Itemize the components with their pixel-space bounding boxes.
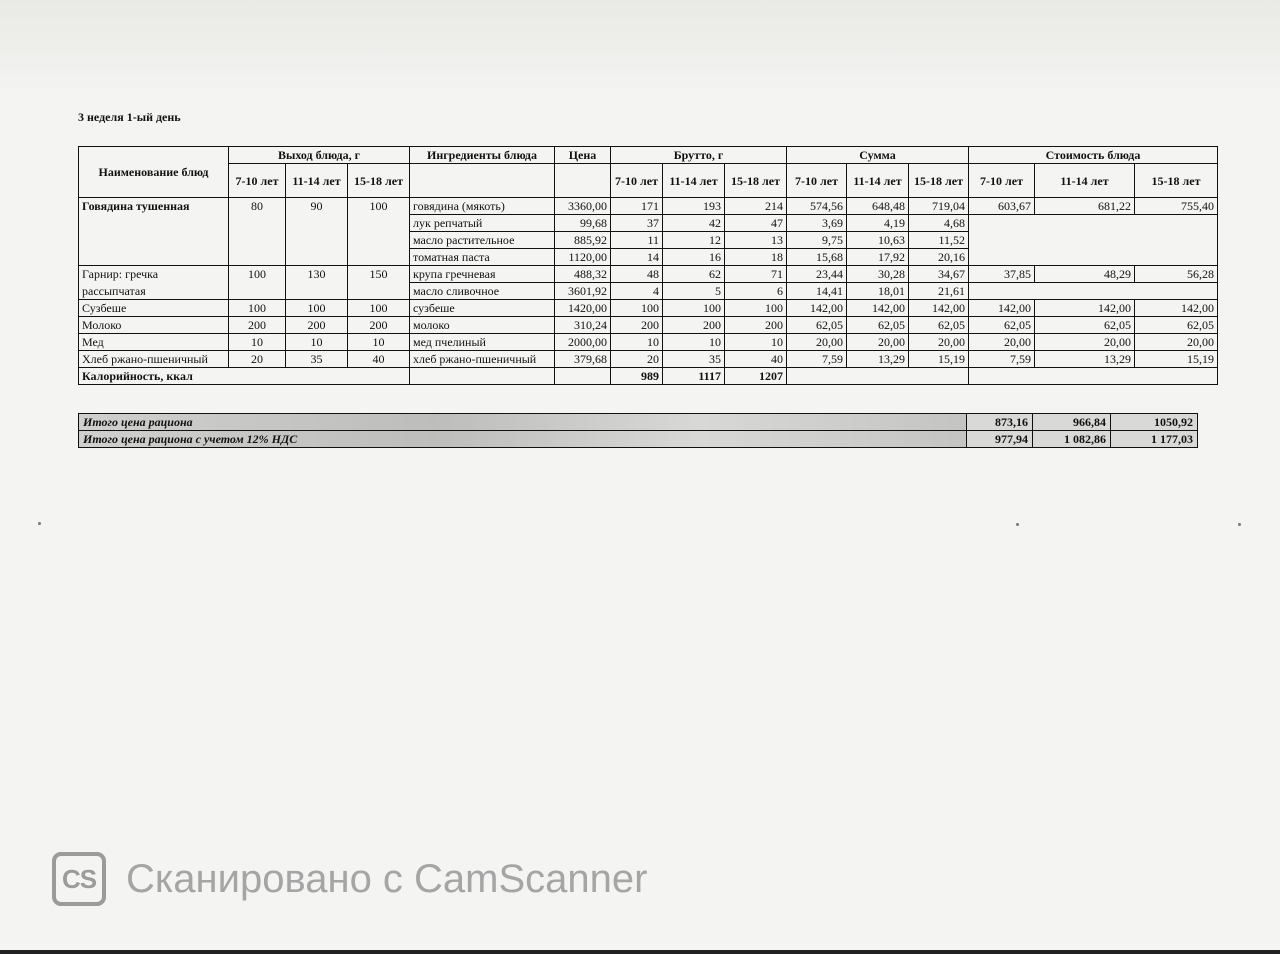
total-value: 1050,92 [1111,414,1198,431]
sum-cell: 719,04 [909,198,969,215]
brutto-cell: 42 [663,215,725,232]
age-header: 15-18 лет [348,164,410,198]
output-cell: 20 [229,351,286,368]
brutto-cell: 35 [663,351,725,368]
price-cell: 310,24 [555,317,611,334]
cost-cell: 755,40 [1135,198,1218,215]
brutto-cell: 4 [611,283,663,300]
output-cell: 100 [286,300,348,317]
sum-cell: 142,00 [909,300,969,317]
cost-cell: 142,00 [1035,300,1135,317]
cost-cell: 603,67 [969,198,1035,215]
price-cell: 488,32 [555,266,611,283]
cost-blank [969,283,1218,300]
price-cell: 885,92 [555,232,611,249]
table-row [79,198,1218,215]
price-cell: 3360,00 [555,198,611,215]
cost-cell: 20,00 [969,334,1035,351]
sum-cell: 7,59 [787,351,847,368]
sum-cell: 3,69 [787,215,847,232]
brutto-cell: 100 [725,300,787,317]
output-cell: 200 [229,317,286,334]
output-cell: 40 [348,351,410,368]
table-row [79,300,1218,317]
header-sum: Сумма [787,147,969,164]
sum-cell: 648,48 [847,198,909,215]
calories-blank [410,368,555,385]
brutto-cell: 71 [725,266,787,283]
brutto-cell: 16 [663,249,725,266]
header-blank [410,164,555,198]
cost-cell: 37,85 [969,266,1035,283]
camscanner-logo-icon: CS [52,852,106,906]
header-blank [555,164,611,198]
total-label: Итого цена рациона [79,414,967,431]
dish-name: Хлеб ржано-пшеничный [79,351,229,368]
total-label: Итого цена рациона с учетом 12% НДС [79,431,967,448]
ingredient-name: томатная паста [410,249,555,266]
dish-name: Молоко [79,317,229,334]
calories-blank [787,368,969,385]
age-header: 15-18 лет [909,164,969,198]
brutto-cell: 14 [611,249,663,266]
brutto-cell: 18 [725,249,787,266]
ingredient-name: мед пчелиный [410,334,555,351]
ingredient-name: масло сливочное [410,283,555,300]
brutto-cell: 13 [725,232,787,249]
brutto-cell: 100 [663,300,725,317]
age-header: 11-14 лет [286,164,348,198]
sum-cell: 20,00 [847,334,909,351]
output-cell: 130 [286,266,348,300]
price-cell: 99,68 [555,215,611,232]
cost-cell: 142,00 [1135,300,1218,317]
sum-cell: 20,00 [787,334,847,351]
output-cell: 100 [348,300,410,317]
output-cell: 150 [348,266,410,300]
header-brutto: Брутто, г [611,147,787,164]
price-cell: 1120,00 [555,249,611,266]
brutto-cell: 11 [611,232,663,249]
brutto-cell: 10 [611,334,663,351]
age-header: 15-18 лет [725,164,787,198]
age-header: 11-14 лет [1035,164,1135,198]
camscanner-watermark [52,852,647,906]
brutto-cell: 62 [663,266,725,283]
cost-cell: 142,00 [969,300,1035,317]
calories-value: 989 [611,368,663,385]
ingredient-name: говядина (мякоть) [410,198,555,215]
table-row [79,266,1218,283]
calories-blank [555,368,611,385]
output-cell: 35 [286,351,348,368]
brutto-cell: 20 [611,351,663,368]
brutto-cell: 10 [725,334,787,351]
price-cell: 2000,00 [555,334,611,351]
calories-blank [969,368,1218,385]
dish-name-cont: рассыпчатая [79,283,229,300]
calories-row [79,368,1218,385]
output-cell: 80 [229,198,286,266]
brutto-cell: 10 [663,334,725,351]
total-value: 1 082,86 [1033,431,1111,448]
age-header: 7-10 лет [969,164,1035,198]
brutto-cell: 200 [611,317,663,334]
price-cell: 379,68 [555,351,611,368]
header-row-1 [79,147,1218,164]
total-row [79,431,1198,448]
sum-cell: 15,19 [909,351,969,368]
price-cell: 1420,00 [555,300,611,317]
ingredient-name: масло растительное [410,232,555,249]
sum-cell: 11,52 [909,232,969,249]
sum-cell: 62,05 [909,317,969,334]
age-header: 11-14 лет [847,164,909,198]
sum-cell: 15,68 [787,249,847,266]
cost-cell: 15,19 [1135,351,1218,368]
output-cell: 100 [348,198,410,266]
scan-speck [1238,523,1241,526]
brutto-cell: 214 [725,198,787,215]
price-cell: 3601,92 [555,283,611,300]
sum-cell: 13,29 [847,351,909,368]
dish-name: Говядина тушенная [79,198,229,266]
cost-cell: 62,05 [969,317,1035,334]
sum-cell: 9,75 [787,232,847,249]
brutto-cell: 48 [611,266,663,283]
total-value: 1 177,03 [1111,431,1198,448]
header-output: Выход блюда, г [229,147,410,164]
cost-cell: 13,29 [1035,351,1135,368]
cost-cell: 62,05 [1135,317,1218,334]
sum-cell: 142,00 [847,300,909,317]
totals-table [78,413,1198,448]
calories-value: 1207 [725,368,787,385]
sum-cell: 20,16 [909,249,969,266]
sum-cell: 20,00 [909,334,969,351]
age-header: 15-18 лет [1135,164,1218,198]
cost-cell: 56,28 [1135,266,1218,283]
header-cost: Стоимость блюда [969,147,1218,164]
scan-speck [38,522,41,525]
dish-name: Мед [79,334,229,351]
dish-name: Сузбеше [79,300,229,317]
ingredient-name: хлеб ржано-пшеничный [410,351,555,368]
cost-cell: 7,59 [969,351,1035,368]
cost-cell: 62,05 [1035,317,1135,334]
scan-shadow [0,0,1280,100]
page-title: 3 неделя 1-ый день [78,110,181,124]
sum-cell: 62,05 [847,317,909,334]
age-header: 7-10 лет [611,164,663,198]
watermark-text: Сканировано с CamScanner [126,856,648,901]
sum-cell: 14,41 [787,283,847,300]
sum-cell: 30,28 [847,266,909,283]
brutto-cell: 37 [611,215,663,232]
sum-cell: 17,92 [847,249,909,266]
sum-cell: 23,44 [787,266,847,283]
brutto-cell: 193 [663,198,725,215]
output-cell: 10 [286,334,348,351]
brutto-cell: 40 [725,351,787,368]
brutto-cell: 6 [725,283,787,300]
header-dish-name: Наименование блюд [79,147,229,198]
menu-table [78,146,1218,385]
ingredient-name: лук репчатый [410,215,555,232]
ingredient-name: молоко [410,317,555,334]
brutto-cell: 200 [725,317,787,334]
brutto-cell: 5 [663,283,725,300]
header-row-2 [79,164,1218,198]
sum-cell: 18,01 [847,283,909,300]
output-cell: 10 [229,334,286,351]
brutto-cell: 200 [663,317,725,334]
header-ingredients: Ингредиенты блюда [410,147,555,164]
brutto-cell: 171 [611,198,663,215]
cost-cell: 20,00 [1035,334,1135,351]
age-header: 7-10 лет [787,164,847,198]
brutto-cell: 12 [663,232,725,249]
output-cell: 100 [229,300,286,317]
sum-cell: 34,67 [909,266,969,283]
brutto-cell: 47 [725,215,787,232]
output-cell: 90 [286,198,348,266]
cost-cell: 20,00 [1135,334,1218,351]
total-value: 977,94 [967,431,1033,448]
cost-cell: 681,22 [1035,198,1135,215]
calories-value: 1117 [663,368,725,385]
cost-cell: 48,29 [1035,266,1135,283]
sum-cell: 10,63 [847,232,909,249]
header-price: Цена [555,147,611,164]
sum-cell: 21,61 [909,283,969,300]
sum-cell: 4,19 [847,215,909,232]
cost-blank [969,215,1218,266]
output-cell: 200 [348,317,410,334]
scan-edge [0,950,1280,954]
total-row [79,414,1198,431]
sum-cell: 574,56 [787,198,847,215]
table-row [79,351,1218,368]
sum-cell: 62,05 [787,317,847,334]
calories-label: Калорийность, ккал [79,368,410,385]
sum-cell: 142,00 [787,300,847,317]
scan-speck [1016,523,1019,526]
ingredient-name: сузбеше [410,300,555,317]
total-value: 873,16 [967,414,1033,431]
output-cell: 10 [348,334,410,351]
output-cell: 100 [229,266,286,300]
table-row [79,334,1218,351]
dish-name: Гарнир: гречка [79,266,229,283]
brutto-cell: 100 [611,300,663,317]
total-value: 966,84 [1033,414,1111,431]
age-header: 11-14 лет [663,164,725,198]
age-header: 7-10 лет [229,164,286,198]
ingredient-name: крупа гречневая [410,266,555,283]
table-row [79,317,1218,334]
sum-cell: 4,68 [909,215,969,232]
output-cell: 200 [286,317,348,334]
